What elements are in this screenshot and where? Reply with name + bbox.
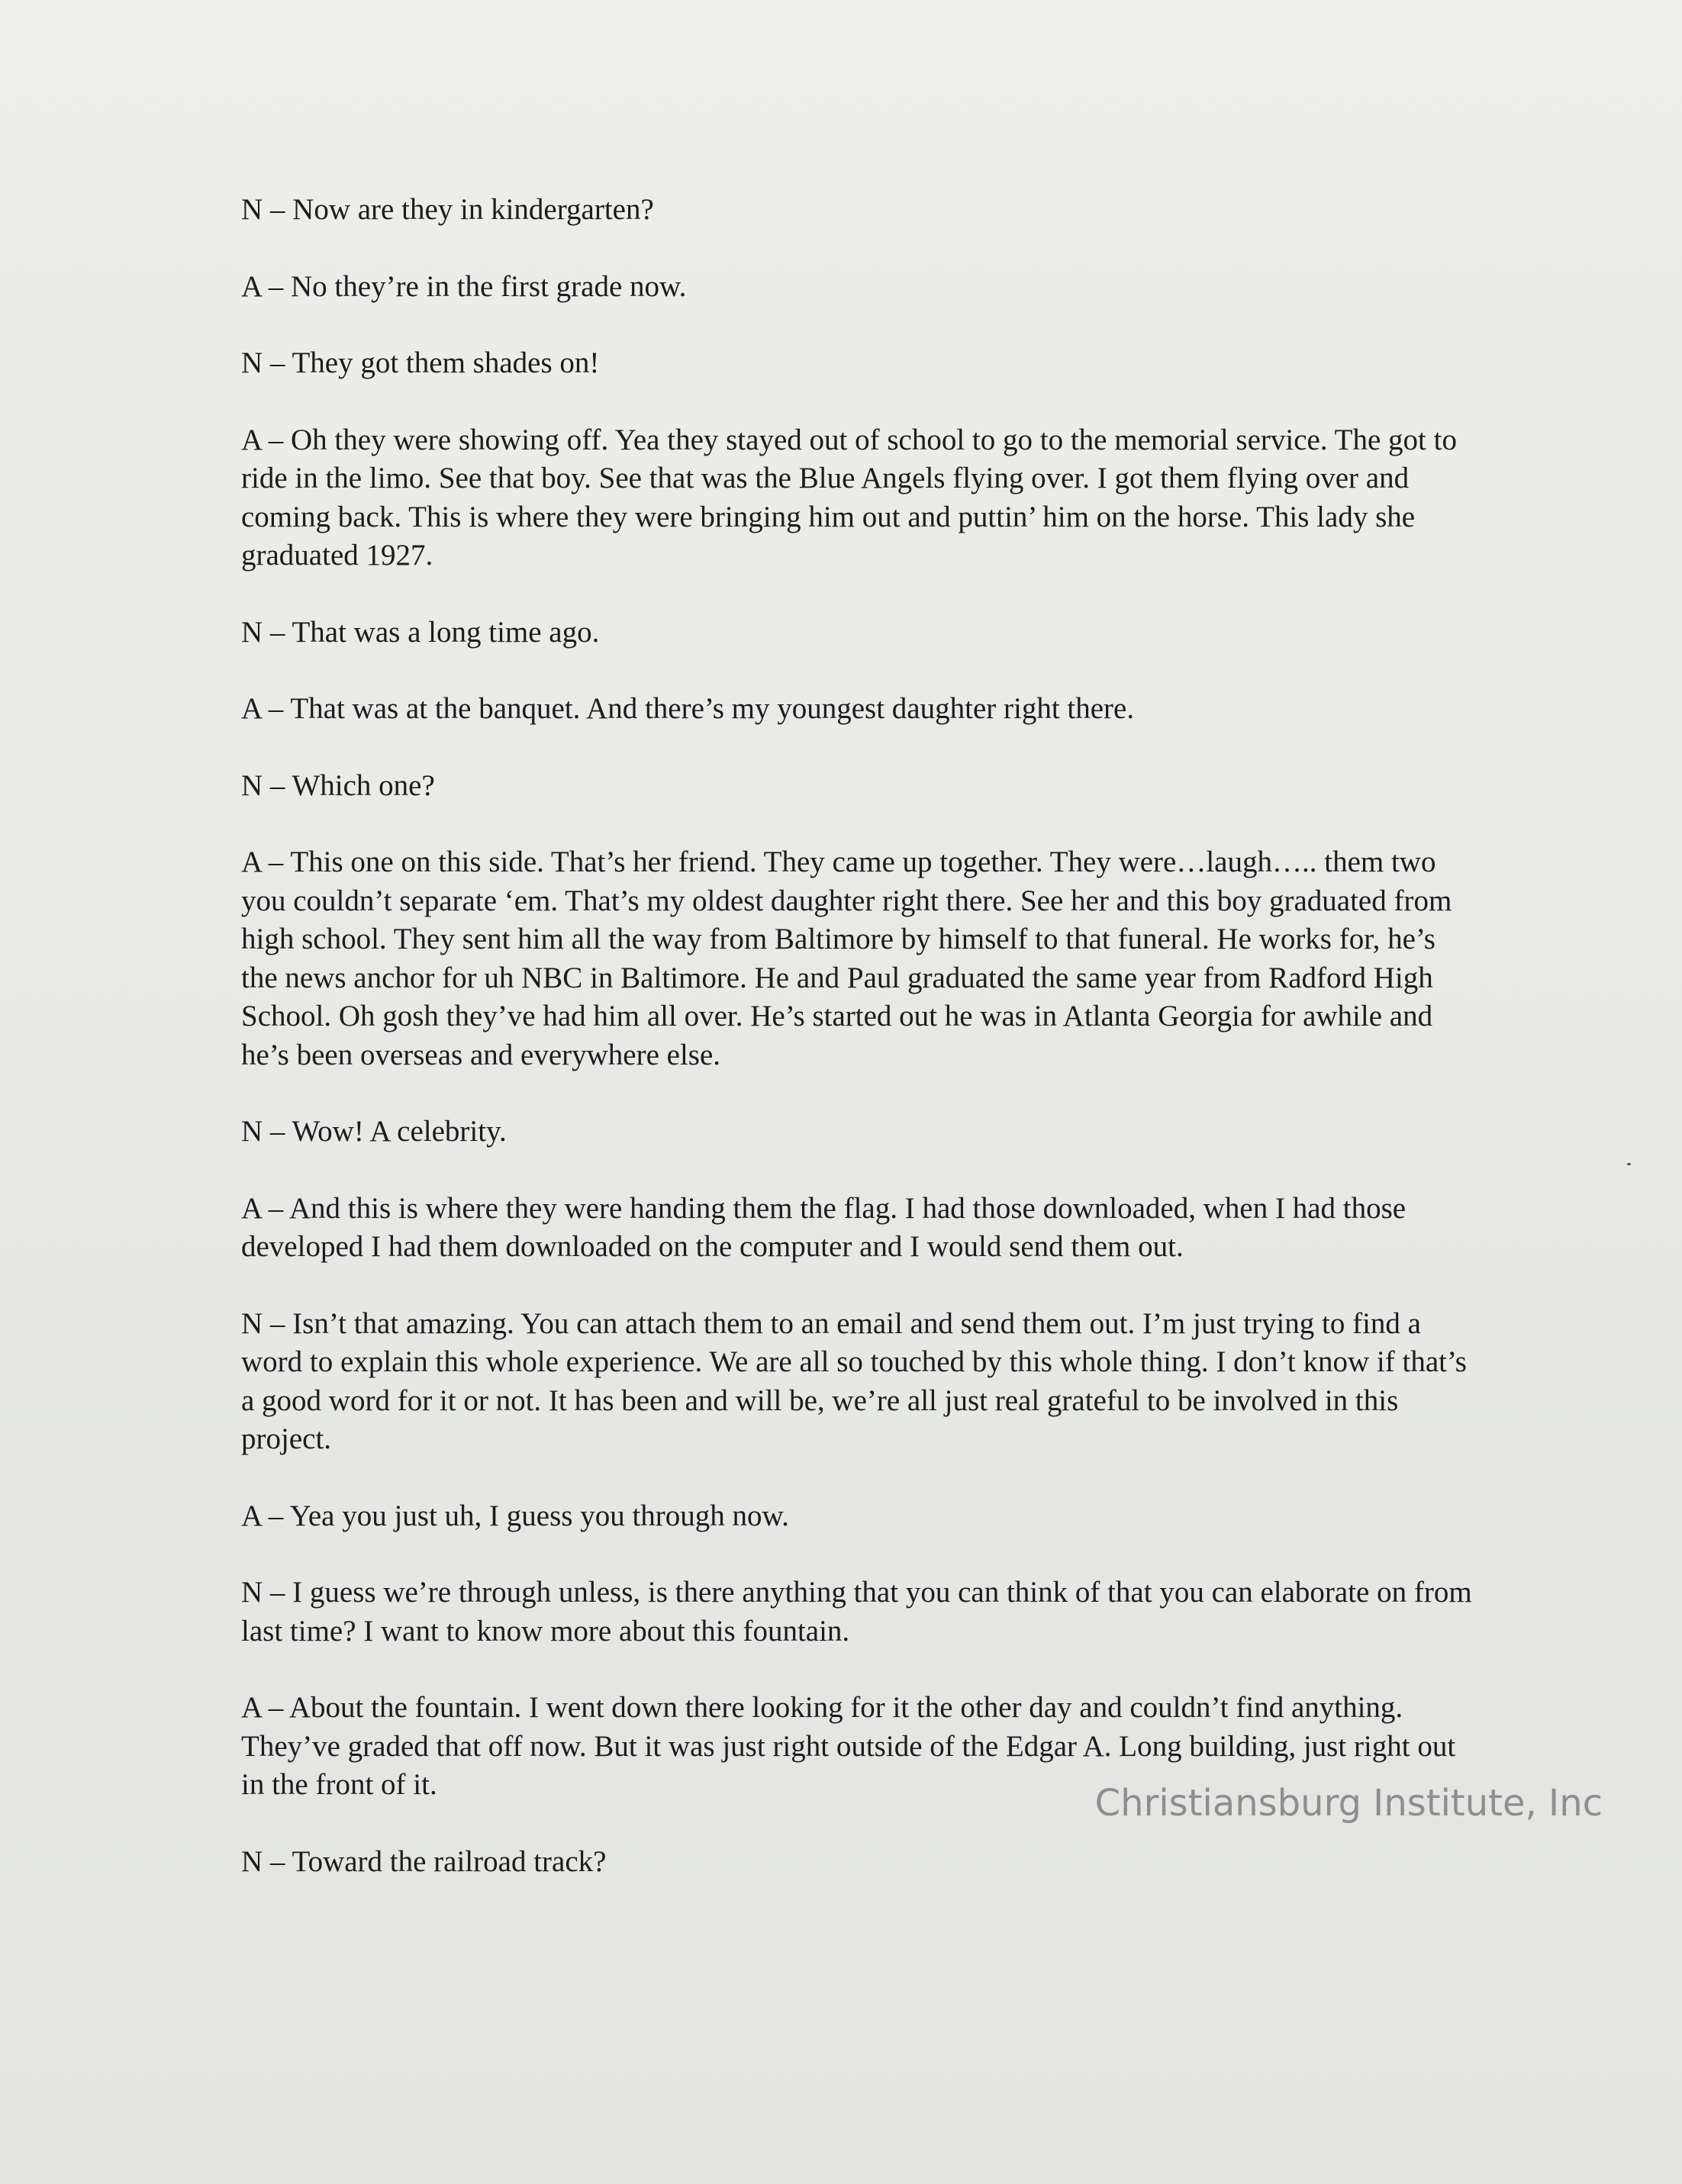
speaker-dash: – xyxy=(268,692,284,725)
watermark: Christiansburg Institute, Inc xyxy=(1094,1782,1603,1825)
transcript-line xyxy=(241,421,1477,575)
utterance-text: Isn’t that amazing. You can attach them to an email and send them out. I’m just trying to find a word to explain this whole experience. We are all so touched by this whole thing. I don’t know if that’s a good word for it or not. It has been and will be, we’re all just real grateful to be involved in this project. xyxy=(241,1306,1467,1455)
utterance-text: They got them shades on! xyxy=(292,346,600,379)
speaker-label: N xyxy=(241,346,263,379)
transcript-line xyxy=(241,767,1477,806)
transcript-line xyxy=(241,614,1477,652)
speaker-label: A xyxy=(241,692,262,725)
utterance-text: No they’re in the first grade now. xyxy=(291,269,687,303)
utterance-text: Which one? xyxy=(292,768,435,802)
speaker-dash: – xyxy=(269,1115,285,1148)
speaker-dash: – xyxy=(269,193,285,226)
paper-speck xyxy=(1627,1163,1631,1165)
speaker-label: A xyxy=(241,1691,262,1724)
speaker-label: A xyxy=(241,1191,262,1225)
transcript-line xyxy=(241,1497,1477,1536)
speaker-label: A xyxy=(241,423,262,456)
utterance-text: Toward the railroad track? xyxy=(292,1844,607,1878)
speaker-label: N xyxy=(241,193,263,226)
speaker-label: A xyxy=(241,269,262,303)
speaker-label: N xyxy=(241,1576,263,1609)
speaker-label: N xyxy=(241,1115,263,1148)
speaker-dash: – xyxy=(268,423,284,456)
speaker-dash: – xyxy=(268,1499,284,1532)
transcript-line xyxy=(241,1574,1477,1651)
speaker-dash: – xyxy=(269,1576,285,1609)
utterance-text: Now are they in kindergarten? xyxy=(292,193,654,226)
speaker-dash: – xyxy=(268,1191,284,1225)
speaker-dash: – xyxy=(269,768,285,802)
speaker-label: N xyxy=(241,768,263,802)
utterance-text: About the fountain. I went down there looking for it the other day and couldn’t find anything. They’ve graded that off now. But it was just right outside of the Edgar A. Long building, just right out in the front of it. xyxy=(241,1691,1456,1801)
utterance-text: That was at the banquet. And there’s my youngest daughter right there. xyxy=(290,692,1135,725)
utterance-text: Wow! A celebrity. xyxy=(292,1115,507,1148)
transcript-line xyxy=(241,843,1477,1074)
transcript-line xyxy=(241,268,1477,307)
utterance-text: That was a long time ago. xyxy=(292,615,600,649)
transcript-line xyxy=(241,1190,1477,1267)
speaker-dash: – xyxy=(269,1844,285,1878)
speaker-label: N xyxy=(241,1844,263,1878)
utterance-text: And this is where they were handing them the flag. I had those downloaded, when I had those developed I had them downloaded on the computer and I would send them out. xyxy=(241,1191,1406,1263)
utterance-text: I guess we’re through unless, is there anything that you can think of that you can elaborate on from last time? I want to know more about this fountain. xyxy=(241,1576,1472,1648)
utterance-text: This one on this side. That’s her friend. They came up together. They were…laugh….. them two you couldn’t separate ‘em. That’s my oldest daughter right there. See her and this boy graduated from high school. They sent him all the way from Baltimore by himself to that funeral. He works for, he’s the news anchor for uh NBC in Baltimore. He and Paul graduated the same year from Radford High School. Oh gosh they’ve had him all over. He’s started out he was in Atlanta Georgia for awhile and he’s been overseas and everywhere else. xyxy=(241,846,1452,1071)
transcript-line xyxy=(241,344,1477,383)
speaker-dash: – xyxy=(269,615,285,649)
utterance-text: Yea you just uh, I guess you through now. xyxy=(289,1499,789,1532)
transcript-line xyxy=(241,690,1477,729)
speaker-dash: – xyxy=(268,846,284,878)
interview-transcript xyxy=(241,191,1477,1919)
speaker-dash: – xyxy=(268,1691,284,1724)
utterance-text: Oh they were showing off. Yea they stayed out of school to go to the memorial service. The got to ride in the limo. See that boy. See that was the Blue Angels flying over. I got them flying over and coming back. This is where they were bringing him out and puttin’ him on the horse. This lady she graduated 1927. xyxy=(241,423,1457,572)
speaker-label: N xyxy=(241,615,263,649)
speaker-dash: – xyxy=(269,1306,285,1340)
speaker-label: N xyxy=(241,1306,263,1340)
speaker-label: A xyxy=(241,1499,262,1532)
transcript-line xyxy=(241,191,1477,230)
transcript-line xyxy=(241,1305,1477,1459)
speaker-dash: – xyxy=(268,269,284,303)
speaker-dash: – xyxy=(269,346,285,379)
speaker-label: A xyxy=(241,846,262,878)
transcript-line xyxy=(241,1113,1477,1152)
transcript-line xyxy=(241,1843,1477,1882)
